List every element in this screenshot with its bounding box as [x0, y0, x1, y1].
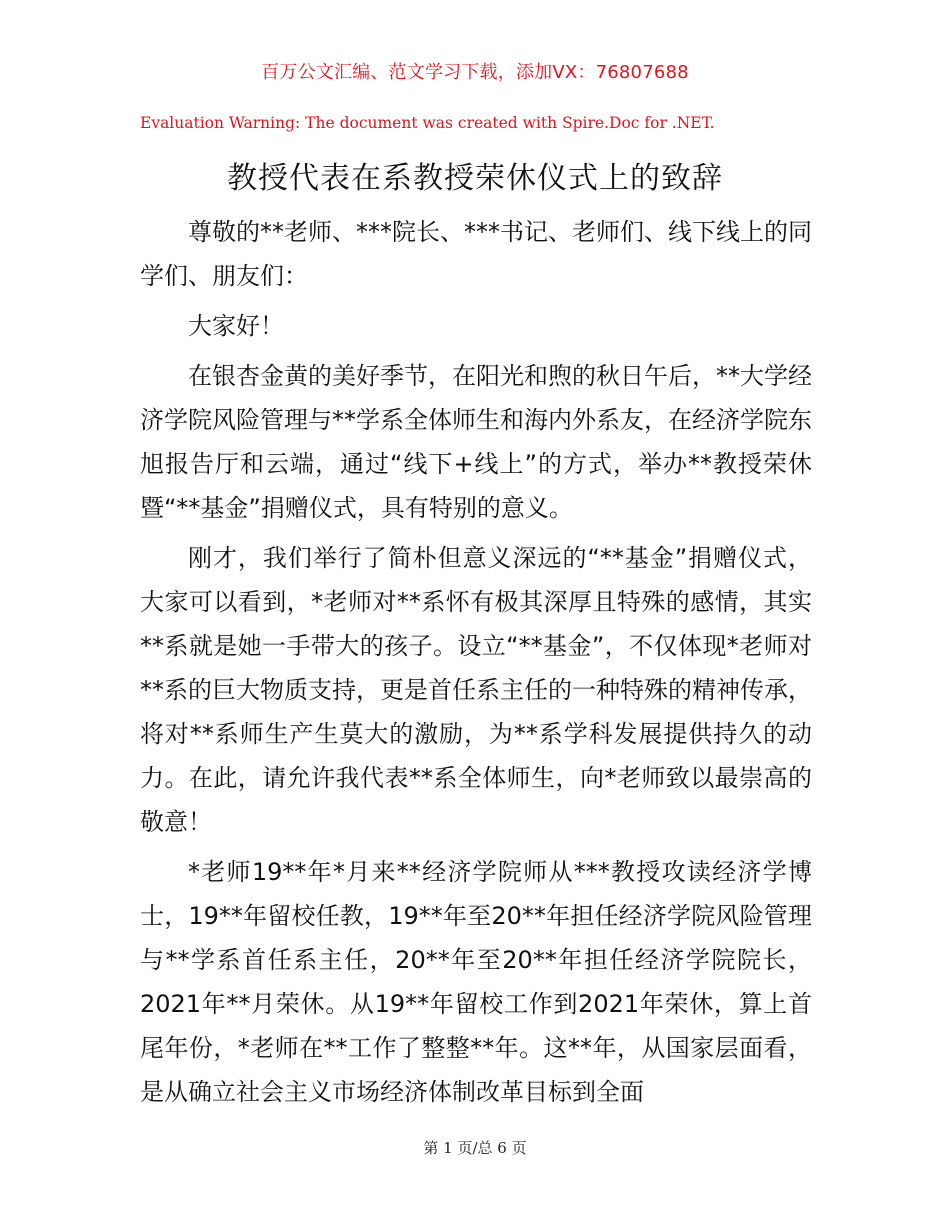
- document-title: 教授代表在系教授荣休仪式上的致辞: [227, 161, 723, 196]
- document-body: [140, 210, 812, 1120]
- paragraph-greeting: 大家好！: [188, 312, 284, 340]
- paragraph-occasion: 在银杏金黄的美好季节，在阳光和煦的秋日午后，**大学经济学院风险管理与**学系全体师生和海内外系友，在经济学院东旭报告厅和云端，通过“线下+线上”的方式，举办**教授荣休暨“**基金”捐赠仪式，具有特别的意义。: [140, 362, 812, 522]
- page-number-footer: 第 1 页/总 6 页: [423, 1139, 527, 1157]
- paragraph-career: *老师19**年*月来**经济学院师从***教授攻读经济学博士，19**年留校任教，19**年至20**年担任经济学院风险管理与**学系首任系主任，20**年至20**年担任经济学院院长，2021年**月荣休。从19**年留校工作到2021年荣休，算上首尾年份，*老师在**工作了整整**年。这**年，从国家层面看，是从确立社会主义市场经济体制改革目标到全面: [140, 858, 812, 1106]
- paragraph-salutation: 尊敬的**老师、***院长、***书记、老师们、线下线上的同学们、朋友们：: [140, 218, 812, 290]
- evaluation-warning: Evaluation Warning: The document was created with Spire.Doc for .NET.: [140, 114, 715, 132]
- header-ad-text: 百万公文汇编、范文学习下载，添加VX：76807688: [261, 62, 689, 83]
- paragraph-fund-ceremony: 刚才，我们举行了简朴但意义深远的“**基金”捐赠仪式，大家可以看到，*老师对**系怀有极其深厚且特殊的感情，其实**系就是她一手带大的孩子。设立“**基金”，不仅体现*老师对**系的巨大物质支持，更是首任系主任的一种特殊的精神传承，将对**系师生产生莫大的激励，为**系学科发展提供持久的动力。在此，请允许我代表**系全体师生，向*老师致以最崇高的敬意！: [140, 544, 812, 836]
